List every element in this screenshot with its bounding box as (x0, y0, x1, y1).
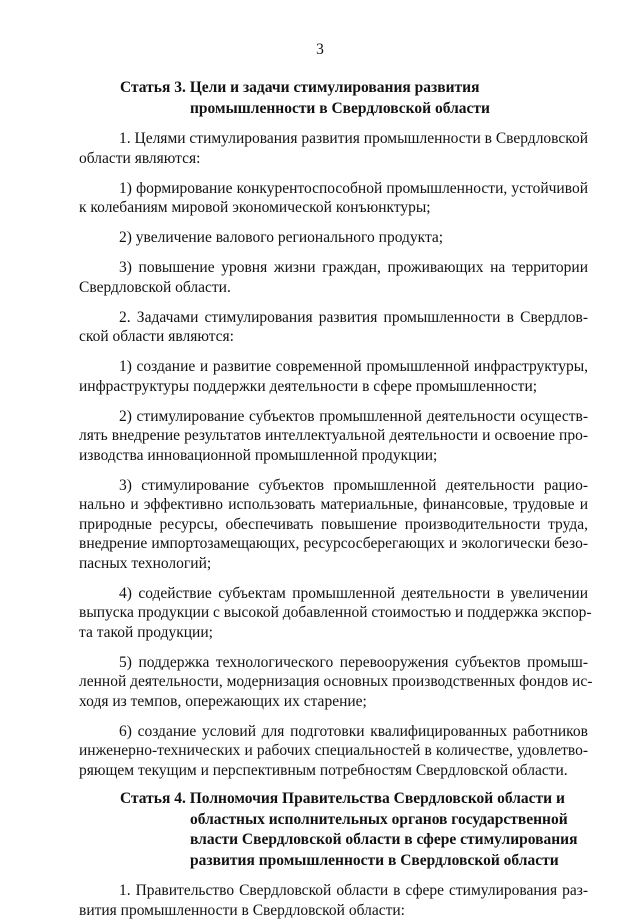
paragraph-line: нально и эффективно использовать материальные, финансовые, трудовые и (79, 495, 588, 515)
paragraph-line: 1. Правительство Свердловской области в сфере стимулирования раз- (79, 881, 588, 901)
paragraph-line: пасных технологий; (79, 554, 588, 574)
article-3-heading-line: Статья 3. Цели и задачи стимулирования развития (79, 78, 588, 99)
paragraph (79, 129, 588, 168)
paragraph-line: 2. Задачами стимулирования развития промышленности в Свердлов- (79, 308, 588, 328)
paragraph-line: области являются: (79, 149, 588, 169)
article-4-heading-line: областных исполнительных органов государственной (79, 810, 588, 831)
paragraph (79, 476, 588, 574)
paragraph-line: лять внедрение результатов интеллектуальной деятельности и освоение про- (79, 426, 588, 446)
paragraph-line: инженерно-технических и рабочих специальностей в количестве, удовлетво- (79, 741, 588, 761)
article-3-body (79, 129, 588, 780)
article-4-heading-line: власти Свердловской области в сфере стимулирования (79, 830, 588, 851)
paragraph-line: 6) создание условий для подготовки квалифицированных работников (79, 722, 588, 742)
paragraph-line: ленной деятельности, модернизация основных производственных фондов ис- (79, 672, 588, 692)
paragraph (79, 308, 588, 347)
paragraph-line: ходя из темпов, опережающих их старение; (79, 692, 588, 712)
paragraph-line: выпуска продукции с высокой добавленной стоимостью и поддержка экспор- (79, 603, 588, 623)
paragraph-line: к колебаниям мировой экономической конъюнктуры; (79, 198, 588, 218)
paragraph-line: 3) стимулирование субъектов промышленной деятельности рацио- (79, 476, 588, 496)
paragraph (79, 584, 588, 643)
paragraph-line: 1) формирование конкурентоспособной промышленности, устойчивой (79, 179, 588, 199)
paragraph-line: 1. Целями стимулирования развития промышленности в Свердловской (79, 129, 588, 149)
paragraph-line: 4) содействие субъектам промышленной деятельности в увеличении (79, 584, 588, 604)
article-4-heading (79, 789, 588, 871)
paragraph (79, 179, 588, 218)
paragraph (79, 407, 588, 466)
paragraph (79, 653, 588, 712)
document-body (79, 78, 588, 920)
article-3-heading (79, 78, 588, 119)
paragraph-line: природные ресурсы, обеспечивать повышение производительности труда, (79, 515, 588, 535)
paragraph-line: ряющем текущим и перспективным потребностям Свердловской области. (79, 761, 588, 781)
article-4-heading-line: развития промышленности в Свердловской области (79, 851, 588, 872)
paragraph (79, 722, 588, 781)
paragraph-line: ской области являются: (79, 327, 588, 347)
article-3-heading-line: промышленности в Свердловской области (79, 99, 588, 120)
article-4-body (79, 881, 588, 920)
paragraph-line: инфраструктуры поддержки деятельности в сфере промышленности; (79, 377, 588, 397)
paragraph-line: 2) стимулирование субъектов промышленной деятельности осуществ- (79, 407, 588, 427)
page-number: 3 (0, 40, 640, 60)
paragraph (79, 258, 588, 297)
paragraph-line: внедрение импортозамещающих, ресурсосберегающих и экологически безо- (79, 534, 588, 554)
paragraph-line: Свердловской области. (79, 278, 588, 298)
paragraph-line: 1) создание и развитие современной промышленной инфраструктуры, (79, 357, 588, 377)
article-4-heading-line: Статья 4. Полномочия Правительства Свердловской области и (79, 789, 588, 810)
paragraph-line: 3) повышение уровня жизни граждан, проживающих на территории (79, 258, 588, 278)
paragraph (79, 228, 588, 248)
paragraph-line: та такой продукции; (79, 623, 588, 643)
paragraph (79, 357, 588, 396)
paragraph-line: 5) поддержка технологического перевооружения субъектов промыш- (79, 653, 588, 673)
paragraph-line: изводства инновационной промышленной продукции; (79, 446, 588, 466)
paragraph-line: вития промышленности в Свердловской области: (79, 901, 588, 920)
paragraph-line: 2) увеличение валового регионального продукта; (79, 228, 588, 248)
paragraph (79, 881, 588, 920)
